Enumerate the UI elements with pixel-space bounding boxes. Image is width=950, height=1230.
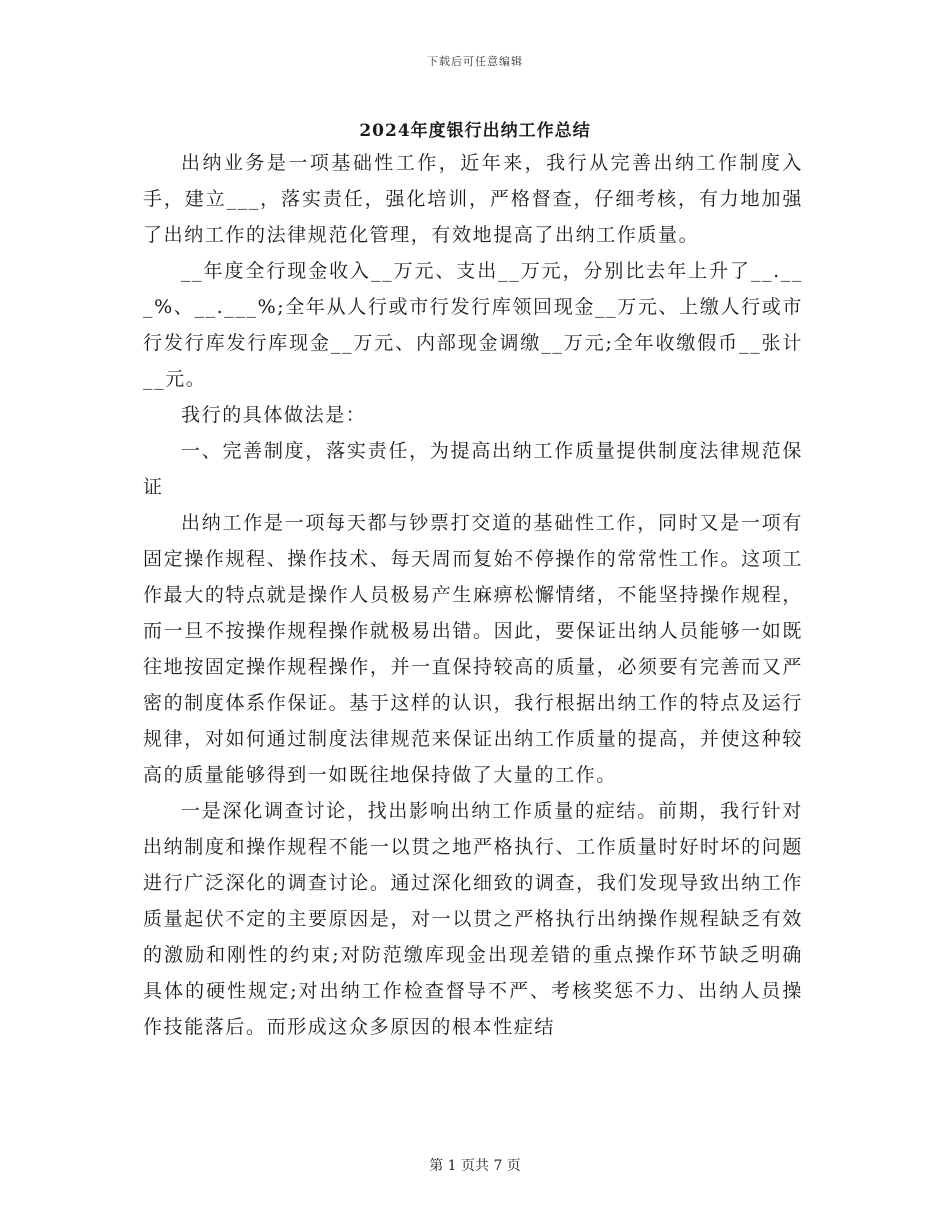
paragraph-statistics: __年度全行现金收入__万元、支出__万元，分别比去年上升了__.___%、__.___%;全年从人行或市行发行库领回现金__万元、上缴人行或市行发行库发行库现金__万元、内部现金调缴__万元;全年收缴假币__张计__元。 bbox=[143, 260, 803, 390]
document-body bbox=[143, 145, 803, 1045]
paragraph-methods-lead: 我行的具体做法是： bbox=[181, 404, 367, 426]
page-number: 第 1 页共 7 页 bbox=[429, 1158, 521, 1174]
document-title: 2024年度银行出纳工作总结 bbox=[359, 121, 591, 141]
section-heading-1: 一、完善制度，落实责任，为提高出纳工作质量提供制度法律规范保证 bbox=[143, 440, 803, 498]
paragraph-section-1-body: 出纳工作是一项每天都与钞票打交道的基础性工作，同时又是一项有固定操作规程、操作技术、每天周而复始不停操作的常常性工作。这项工作最大的特点就是操作人员极易产生麻痹松懈情绪，不能坚持操作规程，而一旦不按操作规程操作就极易出错。因此，要保证出纳人员能够一如既往地按固定操作规程操作，并一直保持较高的质量，必须要有完善而又严密的制度体系作保证。基于这样的认识，我行根据出纳工作的特点及运行规律，对如何通过制度法律规范来保证出纳工作质量的提高，并使这种较高的质量能够得到一如既往地保持做了大量的工作。 bbox=[143, 512, 803, 786]
paragraph-intro: 出纳业务是一项基础性工作，近年来，我行从完善出纳工作制度入手，建立___，落实责任，强化培训，严格督查，仔细考核，有力地加强了出纳工作的法律规范化管理，有效地提高了出纳工作质量。 bbox=[143, 152, 803, 246]
header-note: 下载后可任意编辑 bbox=[427, 55, 523, 68]
paragraph-point-1: 一是深化调查讨论，找出影响出纳工作质量的症结。前期，我行针对出纳制度和操作规程不能一以贯之地严格执行、工作质量时好时坏的问题进行广泛深化的调查讨论。通过深化细致的调查，我们发现导致出纳工作质量起伏不定的主要原因是，对一以贯之严格执行出纳操作规程缺乏有效的激励和刚性的约束;对防范缴库现金出现差错的重点操作环节缺乏明确具体的硬性规定;对出纳工作检查督导不严、考核奖惩不力、出纳人员操作技能落后。而形成这众多原因的根本性症结 bbox=[143, 800, 803, 1038]
